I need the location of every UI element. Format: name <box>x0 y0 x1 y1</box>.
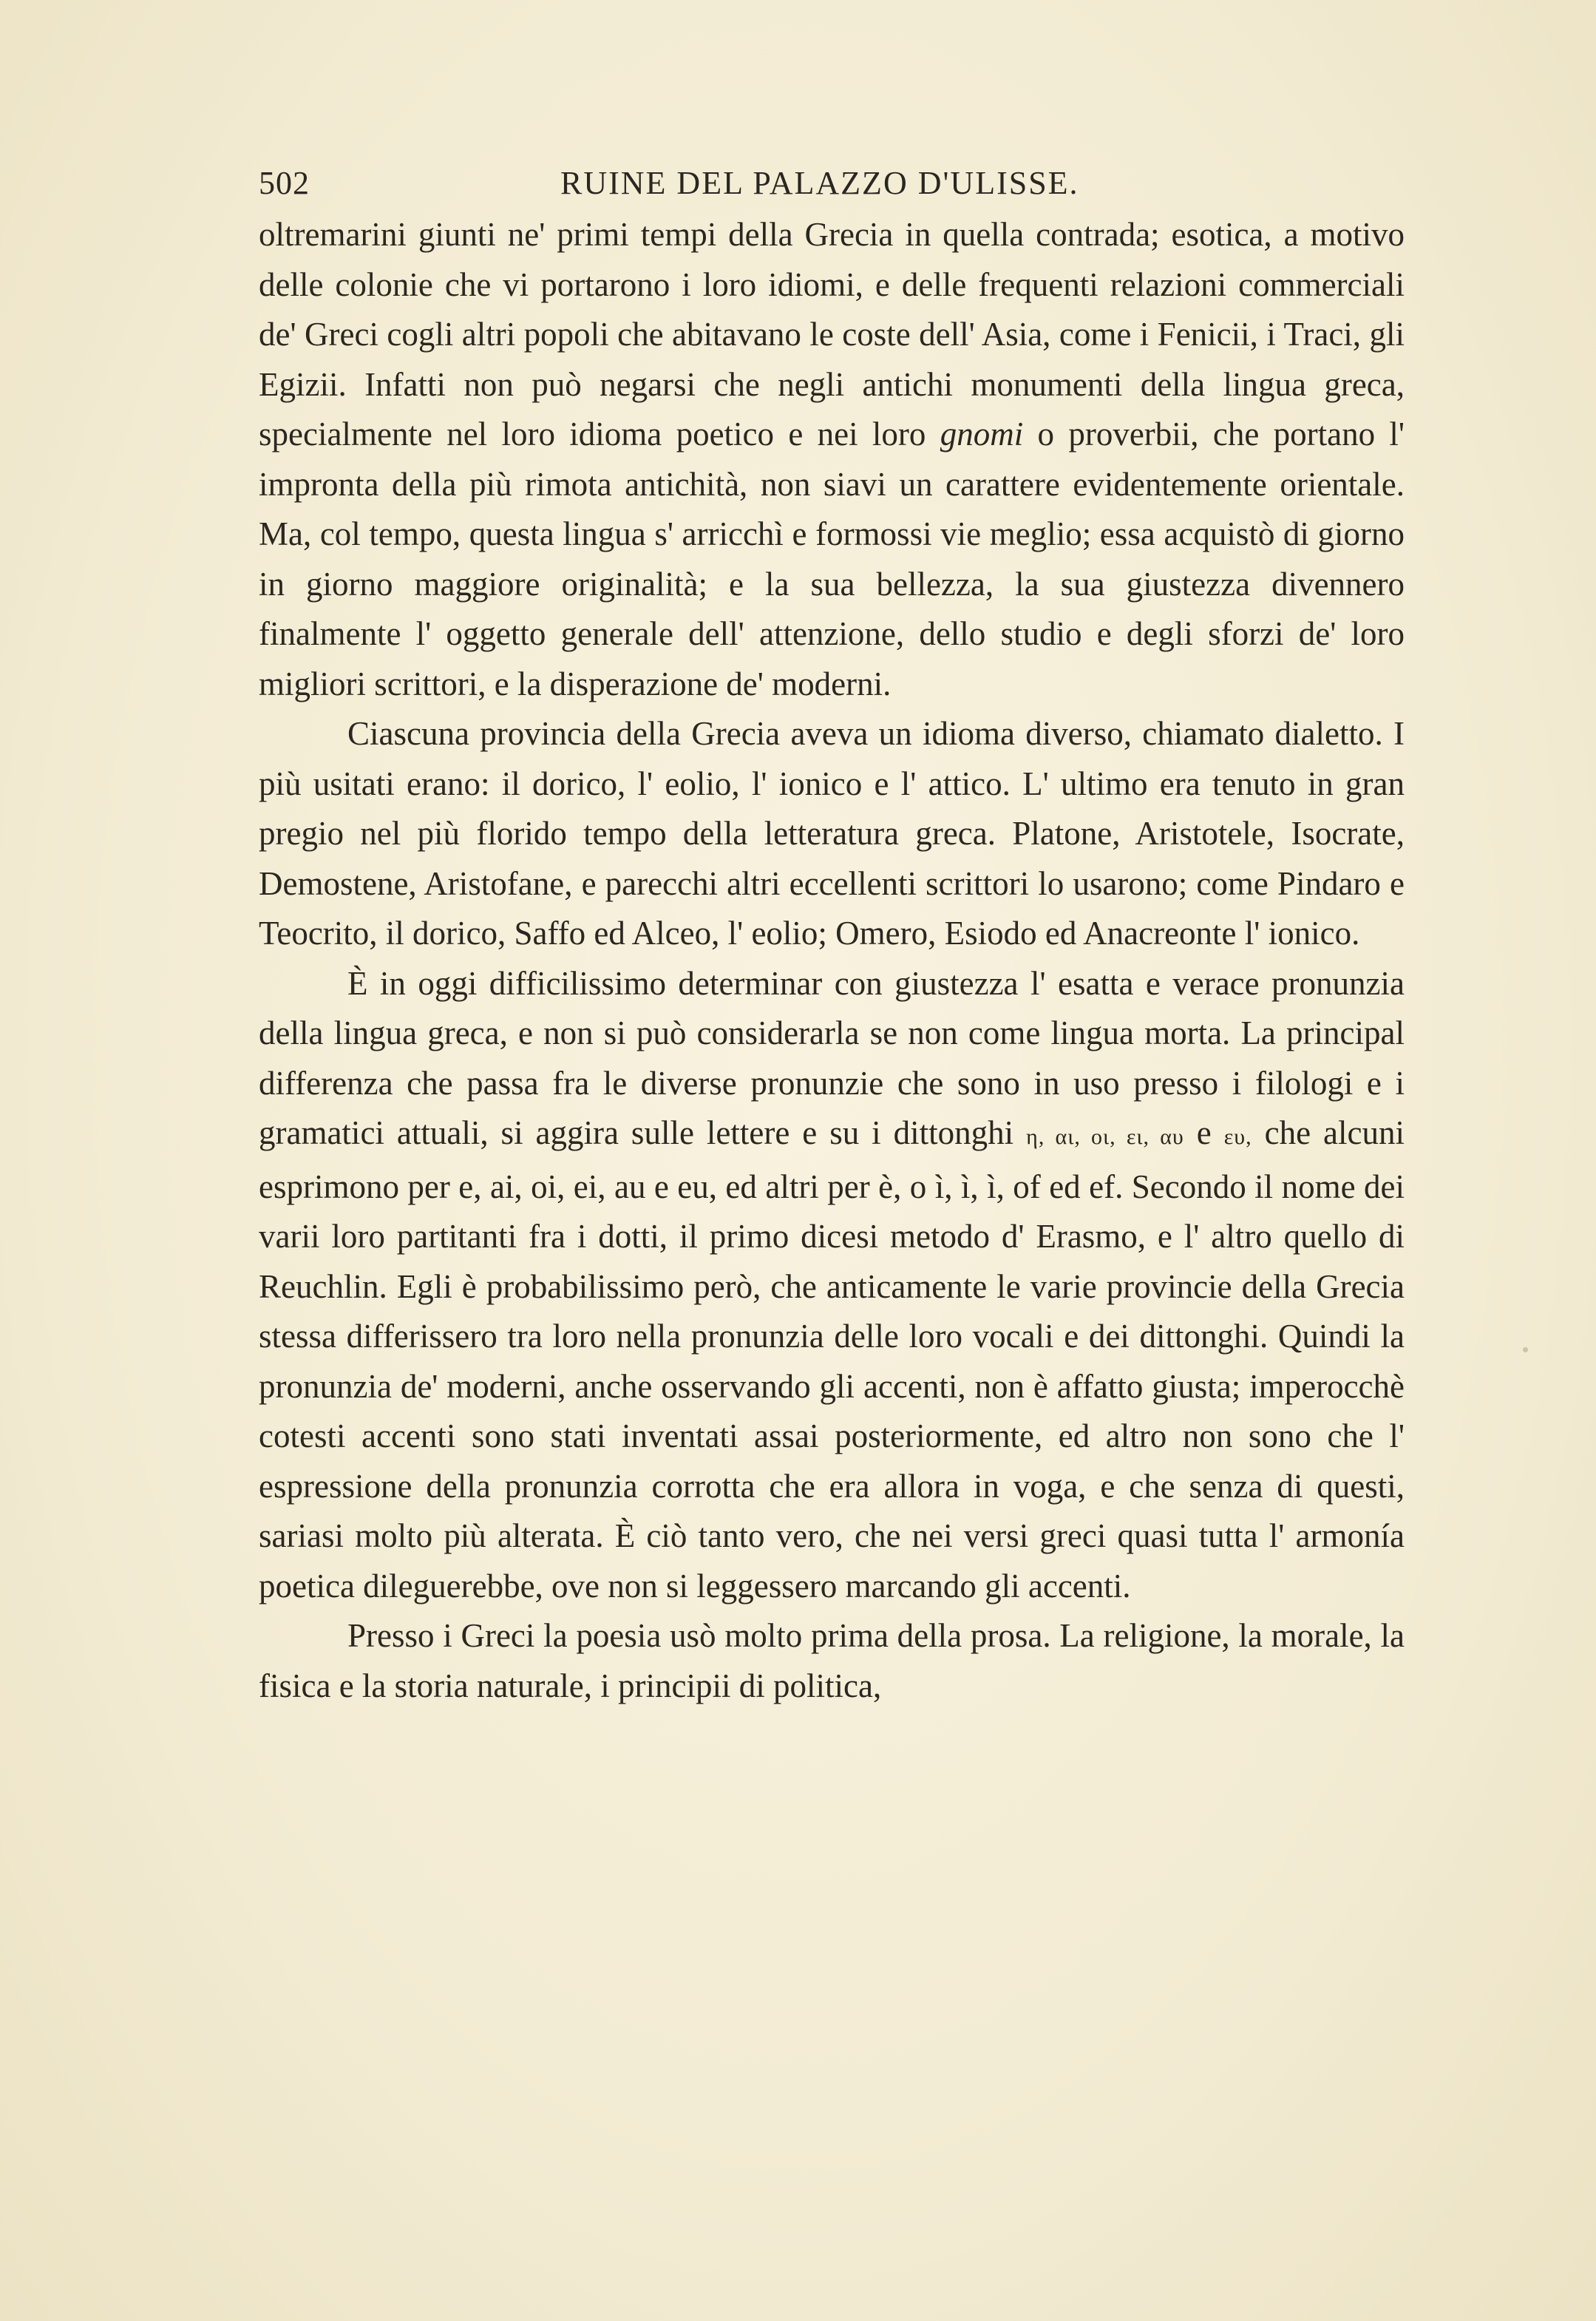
body-text <box>259 210 1405 1711</box>
page-number: 502 <box>259 165 310 201</box>
paragraph-1-part-b: o proverbii, che portano l' impronta della più rimota antichità, non siavi un carattere evidentemente orientale. Ma, col tempo, questa lingua s' arricchì e formossi vie meglio; essa acquistò di giorno in giorno maggiore originalità; e la sua bellezza, la sua giustezza divennero finalmente l' oggetto generale dell' attenzione, dello studio e degli sforzi de' loro migliori scrittori, e la disperazione de' moderni. <box>259 416 1405 702</box>
paragraph-2: Ciascuna provincia della Grecia aveva un idioma diverso, chiamato dialetto. I più usitati erano: il dorico, l' eolio, l' ionico e l' attico. L' ultimo era tenuto in gran pregio nel più florido tempo della letteratura greca. Platone, Aristotele, Isocrate, Demostene, Aristofane, e parecchi altri eccellenti scrittori lo usarono; come Pindaro e Teocrito, il dorico, Saffo ed Alceo, l' eolio; Omero, Esiodo ed Anacreonte l' ionico. <box>259 715 1405 952</box>
paragraph-3 <box>259 959 1405 1612</box>
paragraph-3-part-b: che alcuni esprimono per e, ai, oi, ei, au e eu, ed altri per è, o ì, ì, ì, of ed ef. Secondo il nome dei varii loro partitanti fra i dotti, il primo dicesi metodo d' Erasmo, e l' altro quello di Reuchlin. Egli è probabilissimo però, che anticamente le varie provincie della Grecia stessa differissero tra loro nella pronunzia delle loro vocali e dei dittonghi. Quindi la pronunzia de' moderni, anche osservando gli accenti, non è affatto giusta; imperocchè cotesti accenti sono stati inventati assai posteriormente, ed altro non sono che l' espressione della pronunzia corrotta che era allora in voga, e che senza di questi, sariasi molto più alterata. È ciò tanto vero, che nei versi greci quasi tutta l' armonía poetica dileguerebbe, ove non si leggessero marcando gli accenti. <box>259 1114 1405 1605</box>
paper-blemish <box>1523 1347 1528 1352</box>
paragraph-1 <box>259 210 1405 709</box>
running-head <box>259 164 1405 209</box>
running-title: RUINE DEL PALAZZO D'ULISSE. <box>560 165 1079 201</box>
paragraph-4: Presso i Greci la poesia usò molto prima della prosa. La religione, la morale, la fisica e la storia naturale, i principii di politica, <box>259 1617 1405 1704</box>
greek-diphthong-eu: ευ, <box>1223 1125 1252 1149</box>
greek-diphthongs: η, αι, οι, ει, αυ <box>1026 1125 1184 1149</box>
paragraph-3-part-a: È in oggi difficilissimo determinar con giustezza l' esatta e verace pronunzia della lingua greca, e non si può considerarla se non come lingua morta. La principal differenza che passa fra le diverse pronunzie che sono in uso presso i filologi e i gramatici attuali, si aggira sulle lettere e su i dittonghi <box>259 964 1405 1151</box>
italic-term-gnomi: gnomi <box>940 416 1024 453</box>
paragraph-1-part-a: oltremarini giunti ne' primi tempi della Grecia in quella contrada; esotica, a motivo delle colonie che vi portarono i loro idiomi, e delle frequenti relazioni commerciali de' Greci cogli altri popoli che abitavano le coste dell' Asia, come i Fenicii, i Traci, gli Egizii. Infatti non può negarsi che negli antichi monumenti della lingua greca, specialmente nel loro idioma poetico e nei loro <box>259 216 1405 453</box>
paragraph-3-conjunction: e <box>1184 1114 1224 1151</box>
